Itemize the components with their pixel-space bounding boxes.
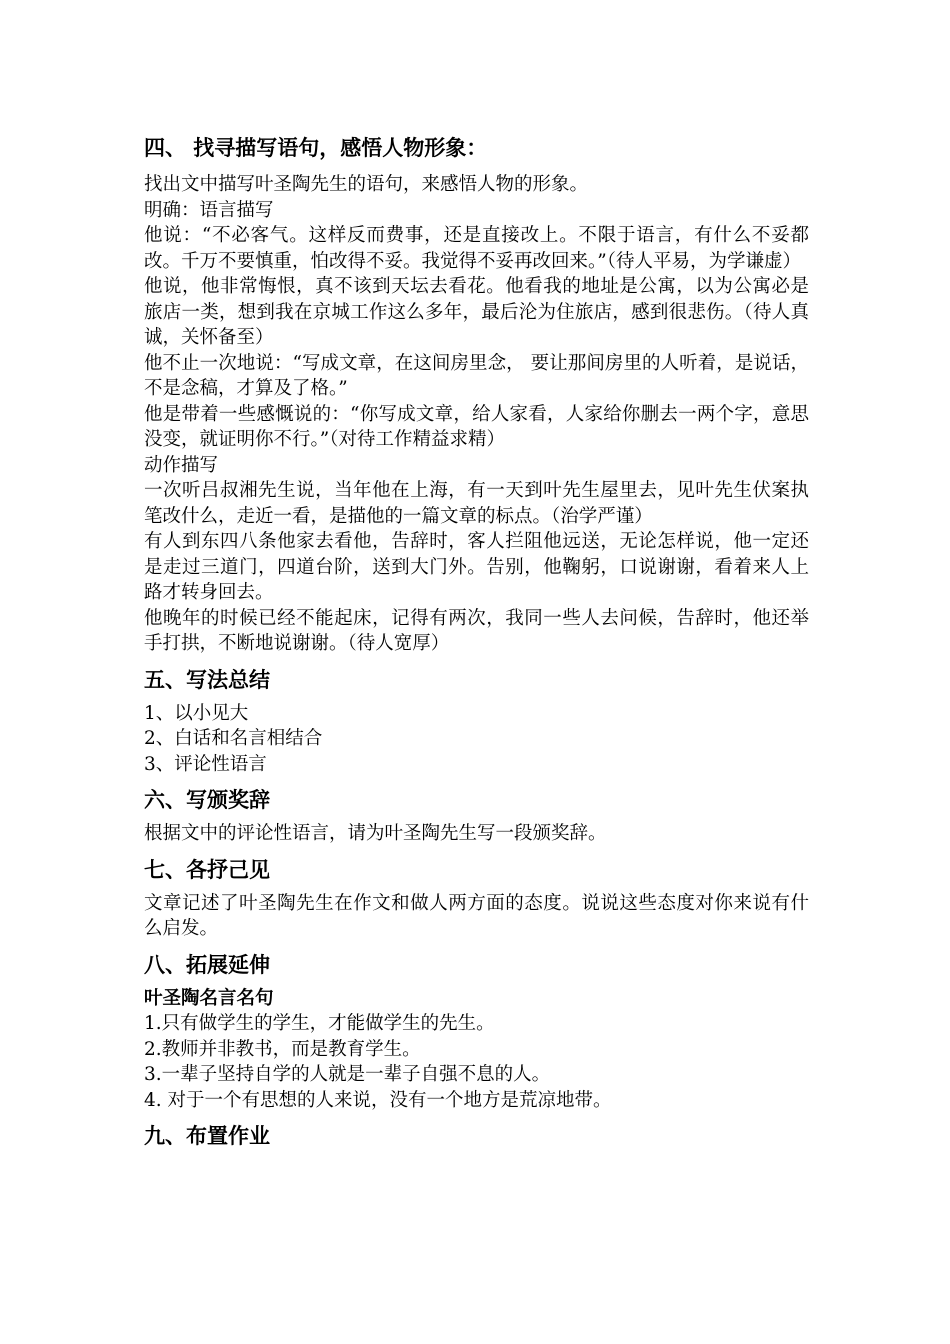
paragraph: 明确：语言描写 [144, 199, 274, 221]
subheading: 叶圣陶名言名句 [144, 987, 274, 1009]
paragraph: 他晚年的时候已经不能起床，记得有两次，我同一些人去问候，告辞时，他还举手打拱，不断地说谢谢。（待人宽厚） [144, 607, 809, 654]
paragraph: 文章记述了叶圣陶先生在作文和做人两方面的态度。说说这些态度对你来说有什么启发。 [144, 892, 809, 939]
list-item: 1.只有做学生的学生，才能做学生的先生。 [144, 1013, 495, 1034]
list-item: 2.教师并非教书，而是教育学生。 [144, 1038, 421, 1060]
paragraph: 找出文中描写叶圣陶先生的语句，来感悟人物的形象。 [144, 174, 589, 195]
document-content [144, 133, 809, 1151]
paragraph: 他说：“不必客气。这样反而费事，还是直接改上。不限于语言，有什么不妥都改。千万不要慎重，怕改得不妥。我觉得不妥再改回来。”（待人平易，为学谦虚） [144, 225, 809, 272]
paragraph: 根据文中的评论性语言，请为叶圣陶先生写一段颁奖辞。 [144, 823, 607, 844]
section-heading-9: 九、布置作业 [144, 1124, 270, 1148]
list-item: 4. 对于一个有思想的人来说，没有一个地方是荒凉地带。 [144, 1089, 612, 1111]
list-item: 3.一辈子坚持自学的人就是一辈子自强不息的人。 [144, 1064, 551, 1085]
section-heading-6: 六、写颁奖辞 [144, 788, 270, 812]
paragraph: 他是带着一些感慨说的：“你写成文章，给人家看，人家给你删去一两个字，意思没变，就证明你不行。”（对待工作精益求精） [144, 403, 809, 450]
list-item: 2、白话和名言相结合 [144, 728, 323, 749]
paragraph: 他说，他非常悔恨，真不该到天坛去看花。他看我的地址是公寓，以为公寓必是旅店一类，想到我在京城工作这么多年，最后沦为住旅店，感到很悲伤。（待人真诚，关怀备至） [144, 276, 809, 348]
section-heading-5: 五、写法总结 [144, 667, 270, 692]
section-heading-4: 四、 找寻描写语句，感悟人物形象： [144, 136, 488, 160]
list-item: 3、评论性语言 [144, 753, 267, 775]
paragraph: 有人到东四八条他家去看他，告辞时，客人拦阻他远送，无论怎样说，他一定还是走过三道门，四道台阶，送到大门外。告别，他鞠躬，口说谢谢，看着来人上路才转身回去。 [144, 531, 809, 603]
list-item: 1、以小见大 [144, 702, 249, 724]
section-heading-8: 八、拓展延伸 [144, 952, 270, 977]
section-heading-7: 七、各抒己见 [144, 857, 270, 882]
paragraph: 动作描写 [144, 454, 219, 476]
paragraph: 他不止一次地说：“写成文章，在这间房里念， 要让那间房里的人听着，是说话，不是念稿，才算及了格。” [144, 352, 809, 399]
paragraph: 一次听吕叔湘先生说，当年他在上海，有一天到叶先生屋里去，见叶先生伏案执笔改什么，走近一看，是描他的一篇文章的标点。（治学严谨） [144, 480, 809, 527]
